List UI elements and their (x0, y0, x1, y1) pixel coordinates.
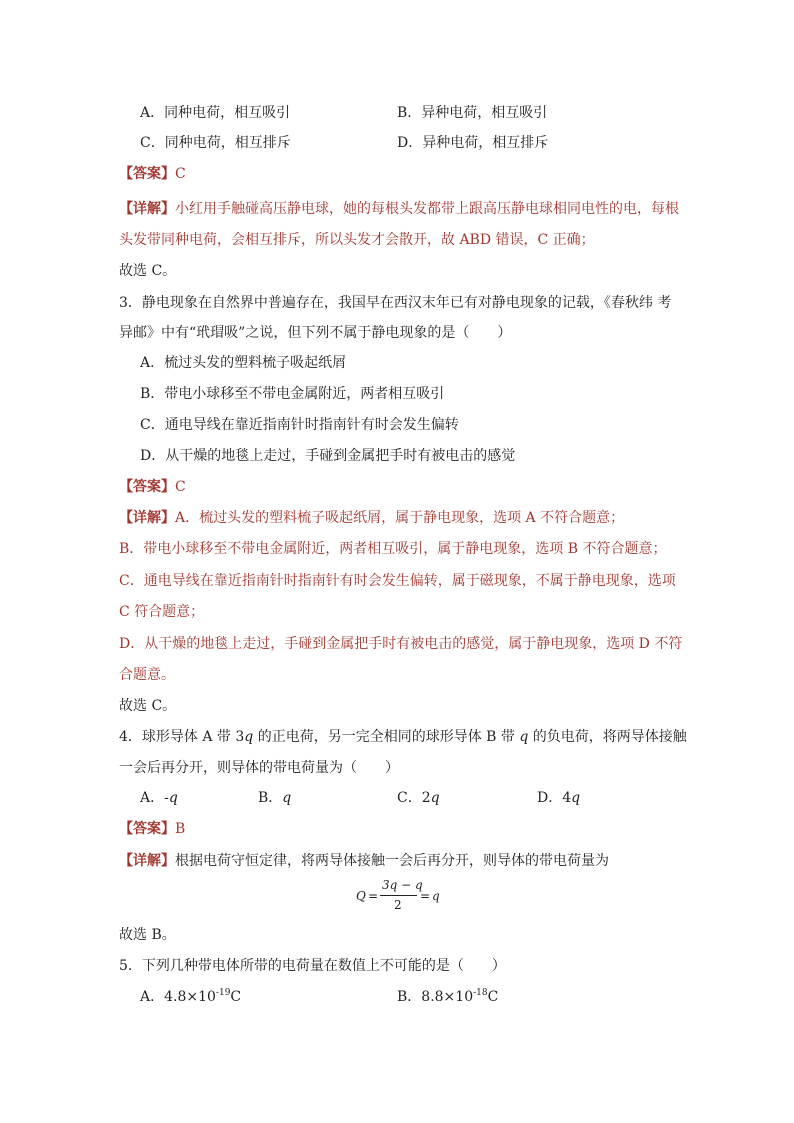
option-label: C．2 (397, 790, 431, 806)
option-base: B．8.8×10 (397, 989, 474, 1005)
q4-option-d (537, 788, 580, 808)
q3-explanation-line2: B．带电小球移至不带电金属附近，两者相互吸引，属于静电现象，选项 B 不符合题意； (119, 541, 667, 557)
explain-text: 小红用手触碰高压静电球，她的每根头发都带上跟高压静电球相同电性的电，每根 (175, 201, 679, 217)
answer-value: B (175, 821, 186, 837)
explain-text: 根据电荷守恒定律，将两导体接触一会后再分开，则导体的带电荷量为 (175, 853, 609, 869)
q3-stem-line1: 3．静电现象在自然界中普遍存在，我国早在西汉末年已有对静电现象的记载，《春秋纬 考 (119, 295, 672, 311)
q2-option-c: C．同种电荷，相互排斥 (140, 135, 291, 151)
explain-text: A．梳过头发的塑料梳子吸起纸屑，属于静电现象，选项 A 不符合题意； (175, 510, 625, 526)
q5-stem: 5．下列几种带电体所带的电荷量在数值上不可能的是（ ） (119, 958, 506, 974)
formula-equals: = (420, 889, 431, 903)
q3-explanation-line6: 合题意。 (119, 667, 175, 683)
q4-stem-line1 (119, 727, 687, 747)
answer-tag: 【答案】 (119, 821, 175, 837)
option-unit: C (230, 989, 242, 1005)
option-label: B． (258, 790, 283, 806)
option-value: q (282, 790, 292, 806)
option-value: q (168, 790, 178, 806)
formula-lhs: Q (356, 889, 366, 903)
var-q: q (519, 729, 529, 745)
option-exponent: -18 (473, 988, 488, 998)
answer-value: C (175, 166, 186, 182)
q3-explanation-line3: C．通电导线在靠近指南针时指南针有时会发生偏转，属于磁现象，不属于静电现象，选项 (119, 573, 676, 589)
q3-stem-line2: 异邮》中有“玳瑁吸”之说，但下列不属于静电现象的是（ ） (119, 325, 512, 341)
q2-option-d: D．异种电荷，相互排斥 (397, 135, 549, 151)
q3-option-d: D．从干燥的地毯上走过，手碰到金属把手时有被电击的感觉 (140, 448, 516, 464)
q3-option-c: C．通电导线在靠近指南针时指南针有时会发生偏转 (140, 417, 459, 433)
q4-option-b (258, 788, 291, 808)
q2-option-a: A．同种电荷，相互吸引 (140, 105, 291, 121)
q3-option-a: A．梳过头发的塑料梳子吸起纸屑 (140, 355, 347, 371)
formula-rhs: q (432, 889, 440, 903)
formula-denominator: 2 (394, 898, 402, 912)
q3-explanation-line1 (119, 508, 624, 528)
option-exponent: -19 (215, 988, 231, 998)
explain-tag: 【详解】 (119, 853, 175, 869)
q2-option-b: B．异种电荷，相互吸引 (397, 105, 548, 121)
q2-explanation-line1 (119, 199, 679, 219)
option-base: A．4.8×10 (140, 989, 216, 1005)
option-value: q (430, 790, 440, 806)
answer-tag: 【答案】 (119, 166, 175, 182)
option-label: D．4 (537, 790, 572, 806)
q4-choose: 故选 B。 (119, 927, 176, 943)
q4-stem-text: 4．球形导体 A 带 3 (119, 729, 245, 745)
formula-equals: = (368, 889, 379, 903)
q3-explanation-line5: D．从干燥的地毯上走过，手碰到金属把手时有被电击的感觉，属于静电现象，选项 D 不符 (119, 636, 683, 652)
q4-stem-text: 的负电荷，将两导体接触 (528, 729, 687, 745)
q3-choose: 故选 C。 (119, 698, 177, 714)
formula-numerator: 3q − q (382, 878, 423, 892)
q4-option-a (140, 788, 178, 808)
q4-option-c (397, 788, 440, 808)
q3-answer (119, 477, 186, 497)
q2-answer (119, 164, 186, 184)
option-value: q (571, 790, 581, 806)
q4-stem-line2: 一会后再分开，则导体的带电荷量为（ ） (119, 760, 399, 776)
q2-explanation-line2: 头发带同种电荷，会相互排斥，所以头发才会散开，故 ABD 错误，C 正确； (119, 232, 595, 248)
answer-tag: 【答案】 (119, 479, 175, 495)
charge-formula (356, 878, 446, 916)
explain-tag: 【详解】 (119, 510, 175, 526)
q5-option-b (397, 987, 498, 1007)
option-unit: C (487, 989, 499, 1005)
answer-value: C (175, 479, 186, 495)
q2-choose: 故选 C。 (119, 263, 177, 279)
q4-stem-text: 的正电荷，另一完全相同的球形导体 B 带 (253, 729, 520, 745)
q4-answer (119, 819, 185, 839)
explain-tag: 【详解】 (119, 201, 175, 217)
q4-explanation (119, 851, 609, 871)
fraction-bar (380, 895, 417, 896)
q3-option-b: B．带电小球移至不带电金属附近，两者相互吸引 (140, 386, 445, 402)
option-label: A．- (140, 790, 169, 806)
q5-option-a (140, 987, 241, 1007)
var-q: q (244, 729, 254, 745)
q3-explanation-line4: C 符合题意； (119, 604, 205, 620)
